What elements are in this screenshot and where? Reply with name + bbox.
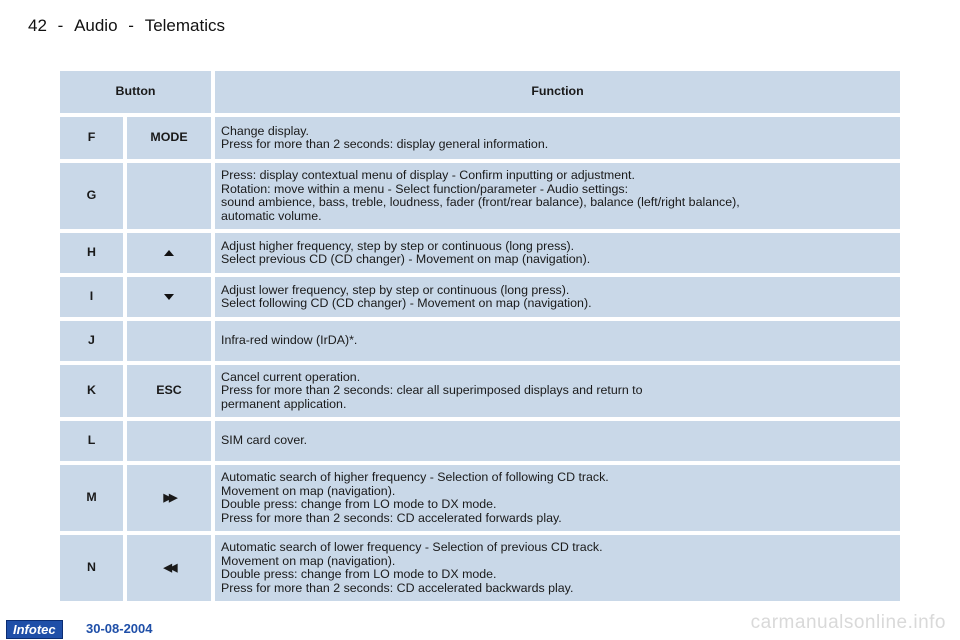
button-symbol: [127, 163, 211, 229]
rewind-icon: ◀◀: [163, 561, 175, 574]
button-function-table: [56, 67, 904, 605]
section-title-telematics: Telematics: [144, 16, 225, 35]
table-row: [60, 535, 900, 601]
table-row: [60, 365, 900, 417]
function-column-header: Function: [215, 71, 900, 113]
section-title-audio: Audio: [74, 16, 118, 35]
table-row: [60, 321, 900, 361]
button-id: F: [60, 117, 123, 159]
button-id: L: [60, 421, 123, 461]
page-header: [28, 16, 225, 36]
button-symbol: MODE: [127, 117, 211, 159]
function-line: Press: display contextual menu of display - Confirm inputting or adjustment.: [221, 168, 635, 182]
function-line: Press for more than 2 seconds: clear all superimposed displays and return to: [221, 383, 643, 398]
header-separator-2: -: [128, 16, 134, 35]
button-id: G: [60, 163, 123, 229]
triangle-up-icon: [164, 250, 174, 256]
table-row: [60, 465, 900, 531]
table-row: [60, 421, 900, 461]
button-symbol: [127, 233, 211, 273]
function-line: Infra-red window (IrDA)*.: [221, 333, 358, 348]
function-line: Press for more than 2 seconds: CD accelerated forwards play.: [221, 510, 562, 525]
function-line: SIM card cover.: [221, 433, 308, 448]
button-column-header: Button: [60, 71, 211, 113]
button-symbol: [127, 465, 211, 531]
button-id: I: [60, 277, 123, 317]
button-symbol: [127, 277, 211, 317]
button-symbol: [127, 321, 211, 361]
function-line: Cancel current operation.: [221, 369, 361, 384]
function-line: Automatic search of lower frequency - Selection of previous CD track.: [221, 540, 603, 554]
function-line: Movement on map (navigation).: [221, 553, 396, 568]
function-description: [215, 535, 900, 601]
button-id: J: [60, 321, 123, 361]
table-header-row: [60, 71, 900, 113]
table-row: [60, 233, 900, 273]
button-symbol: [127, 535, 211, 601]
function-line: permanent application.: [221, 396, 347, 411]
function-line: Press for more than 2 seconds: CD accelerated backwards play.: [221, 580, 574, 595]
function-description: [215, 365, 900, 417]
fast-forward-icon: ▶▶: [163, 491, 175, 504]
print-date: 30-08-2004: [86, 621, 153, 636]
infotec-logo: Infotec: [6, 620, 63, 639]
function-line: Automatic search of higher frequency - Selection of following CD track.: [221, 470, 609, 484]
function-line: Adjust lower frequency, step by step or continuous (long press).: [221, 282, 570, 297]
function-line: Movement on map (navigation).: [221, 483, 396, 498]
function-description: [215, 421, 900, 461]
button-id: N: [60, 535, 123, 601]
function-line: automatic volume.: [221, 208, 322, 223]
function-description: [215, 163, 900, 229]
button-symbol: ESC: [127, 365, 211, 417]
function-line: Press for more than 2 seconds: display general information.: [221, 137, 549, 151]
button-id: K: [60, 365, 123, 417]
function-line: Change display.: [221, 123, 309, 138]
function-description: [215, 233, 900, 273]
table-body: [60, 117, 900, 601]
function-line: Double press: change from LO mode to DX mode.: [221, 567, 497, 581]
function-line: Adjust higher frequency, step by step or continuous (long press).: [221, 238, 575, 253]
button-symbol: [127, 421, 211, 461]
function-line: Select previous CD (CD changer) - Movement on map (navigation).: [221, 252, 591, 266]
header-separator: -: [57, 16, 64, 35]
table-row: [60, 163, 900, 229]
button-id: M: [60, 465, 123, 531]
function-line: Select following CD (CD changer) - Movement on map (navigation).: [221, 296, 592, 310]
triangle-down-icon: [164, 294, 174, 300]
watermark: carmanualsonline.info: [750, 612, 946, 633]
function-description: [215, 465, 900, 531]
table-row: [60, 277, 900, 317]
page-number: 42: [28, 16, 47, 35]
function-line: sound ambience, bass, treble, loudness, fader (front/rear balance), balance (left/right balance),: [221, 195, 740, 209]
table-row: [60, 117, 900, 159]
function-description: [215, 277, 900, 317]
function-line: Rotation: move within a menu - Select function/parameter - Audio settings:: [221, 181, 629, 196]
button-id: H: [60, 233, 123, 273]
function-description: [215, 117, 900, 159]
function-description: [215, 321, 900, 361]
function-line: Double press: change from LO mode to DX mode.: [221, 497, 497, 511]
